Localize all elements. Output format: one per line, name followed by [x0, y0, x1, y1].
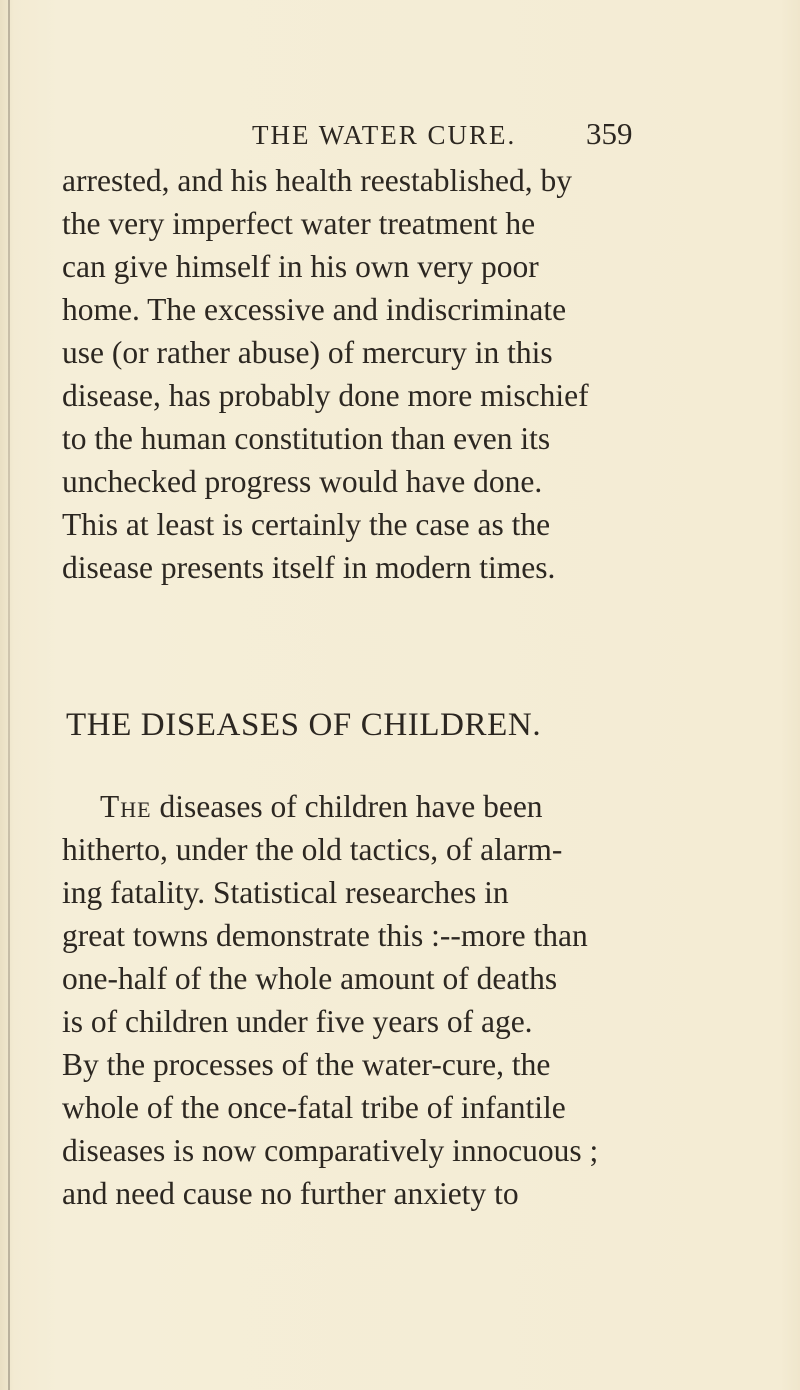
text-line: use (or rather abuse) of mercury in this	[62, 335, 553, 370]
text-line: great towns demonstrate this :--more than	[62, 918, 588, 953]
text-line: arrested, and his health reestablished, by	[62, 163, 572, 198]
text-line: diseases is now comparatively innocuous ;	[62, 1133, 599, 1168]
text-line: disease presents itself in modern times.	[62, 550, 556, 585]
text-line: home. The excessive and indiscriminate	[62, 292, 567, 327]
text-line: is of children under five years of age.	[62, 1004, 533, 1039]
text-line: hitherto, under the old tactics, of alarm-	[62, 832, 563, 867]
text-line: unchecked progress would have done.	[62, 464, 543, 499]
first-line-rest: diseases of children have been	[151, 789, 543, 824]
text-line: to the human constitution than even its	[62, 421, 551, 456]
text-line-first	[100, 788, 543, 826]
text-line: ing fatality. Statistical researches in	[62, 875, 509, 910]
running-head-title: THE WATER CURE.	[252, 120, 517, 150]
text-line: whole of the once-fatal tribe of infantile	[62, 1090, 566, 1125]
text-line: and need cause no further anxiety to	[62, 1176, 519, 1211]
drop-word: The	[100, 789, 152, 824]
text-line: one-half of the whole amount of deaths	[62, 961, 558, 996]
page-number: 359	[586, 116, 633, 151]
text-line: the very imperfect water treatment he	[62, 206, 536, 241]
binding-edge	[8, 0, 10, 1390]
running-head	[60, 116, 660, 156]
text-line: This at least is certainly the case as the	[62, 507, 551, 542]
text-line: By the processes of the water-cure, the	[62, 1047, 551, 1082]
text-line: can give himself in his own very poor	[62, 249, 539, 284]
text-line: disease, has probably done more mischief	[62, 378, 589, 413]
section-heading: THE DISEASES OF CHILDREN.	[66, 707, 542, 743]
